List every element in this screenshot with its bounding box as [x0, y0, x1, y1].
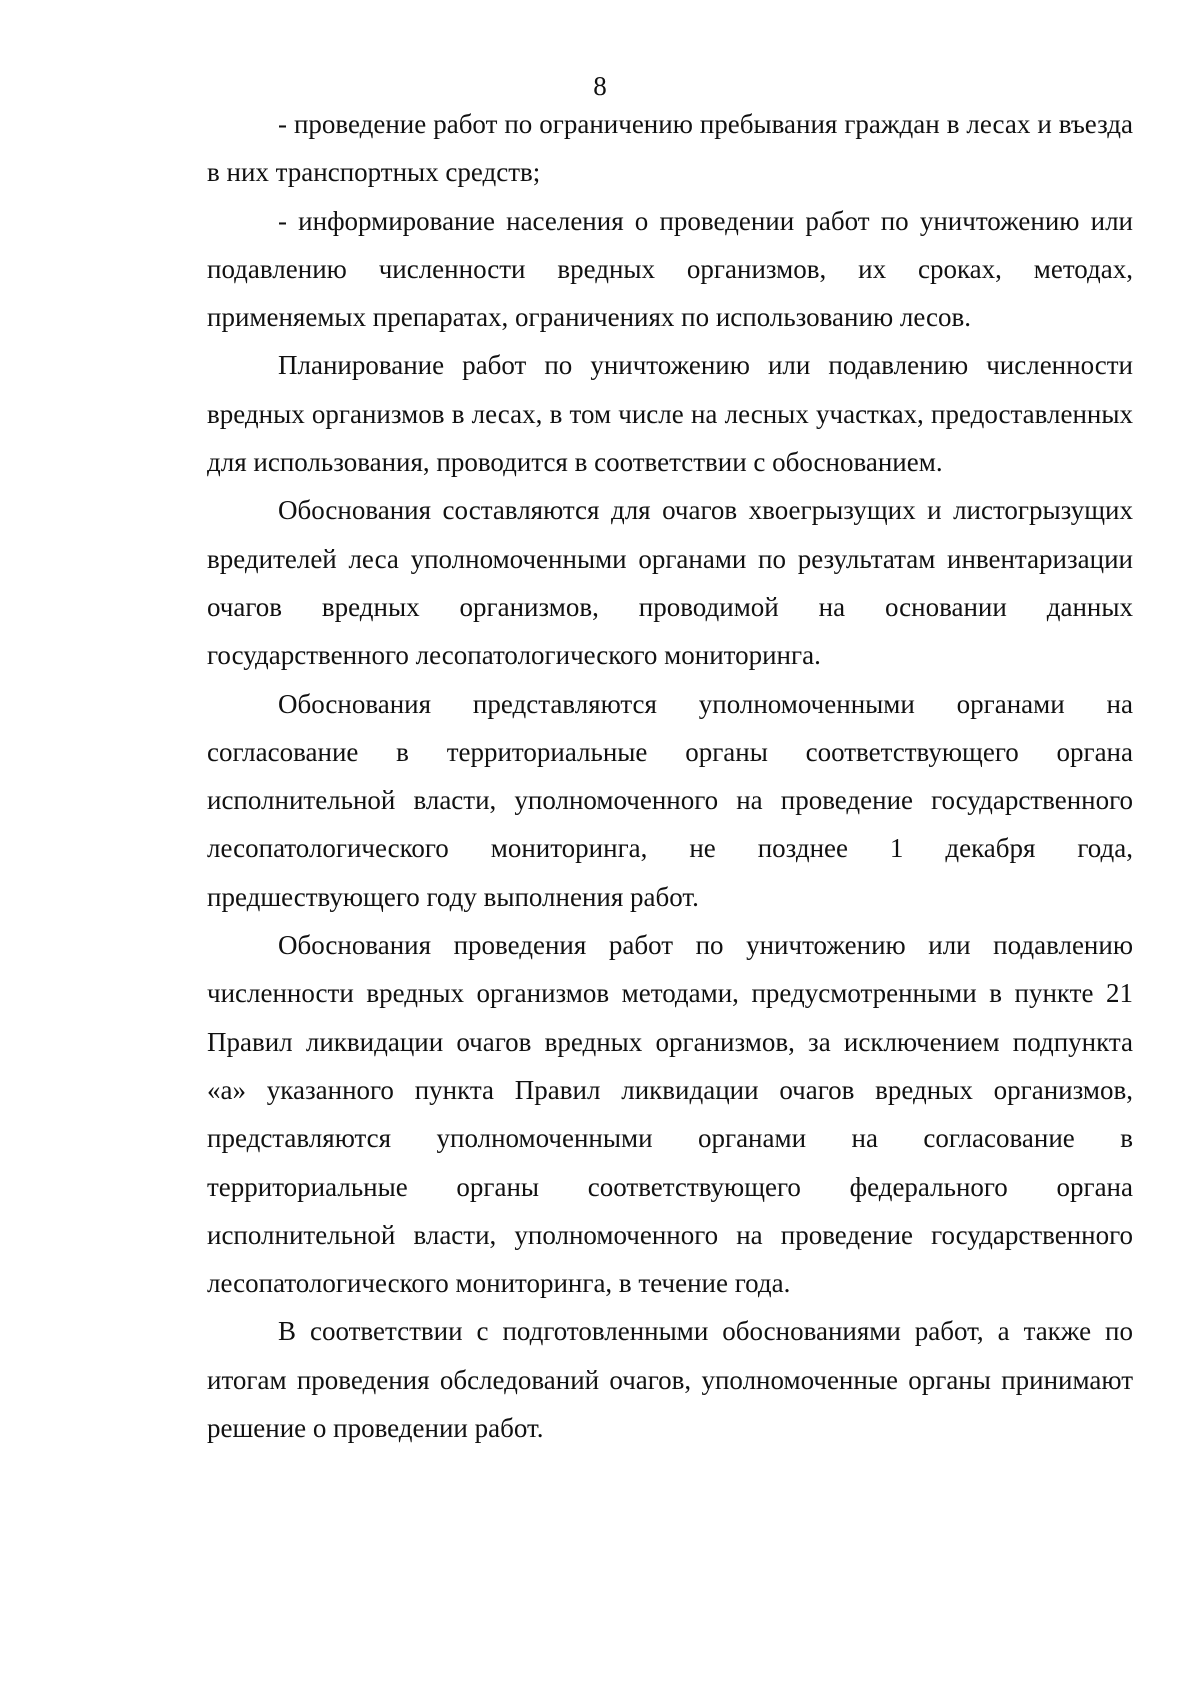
- document-body: [207, 100, 1133, 1452]
- paragraph-justifications-compiled: Обоснования составляются для очагов хвоегрызущих и листогрызущих вредителей леса уполномоченными органами по результатам инвентаризации очагов вредных организмов, проводимой на основании данных государственного лесопатологического мониторинга.: [207, 495, 1133, 671]
- page-number: 8: [593, 71, 607, 101]
- paragraph-planning: Планирование работ по уничтожению или подавлению численности вредных организмов в лесах, в том числе на лесных участках, предоставленных для использования, проводится в соответствии с обоснованием.: [207, 350, 1133, 478]
- paragraph-decision: В соответствии с подготовленными обоснованиями работ, а также по итогам проведения обследований очагов, уполномоченные органы принимают решение о проведении работ.: [207, 1316, 1133, 1444]
- paragraph-information-item: - информирование населения о проведении работ по уничтожению или подавлению численности вредных организмов, их сроках, методах, применяемых препаратах, ограничениях по использованию лесов.: [207, 205, 1133, 333]
- paragraph-justifications-submitted: Обоснования представляются уполномоченными органами на согласование в территориальные органы соответствующего органа исполнительной власти, уполномоченного на проведение государственного лесопатологического мониторинга, не позднее 1 декабря года, предшествующего году выполнения работ.: [207, 688, 1133, 912]
- paragraph-justifications-methods: Обоснования проведения работ по уничтожению или подавлению численности вредных организмов методами, предусмотренными в пункте 21 Правил ликвидации очагов вредных организмов, за исключением подпункта «а» указанного пункта Правил ликвидации очагов вредных организмов, представляются уполномоченными органами на согласование в территориальные органы соответствующего федерального органа исполнительной власти, уполномоченного на проведение государственного лесопатологического мониторинга, в течение года.: [207, 930, 1133, 1299]
- paragraph-restriction-item: - проведение работ по ограничению пребывания граждан в лесах и въезда в них транспортных средств;: [207, 109, 1133, 188]
